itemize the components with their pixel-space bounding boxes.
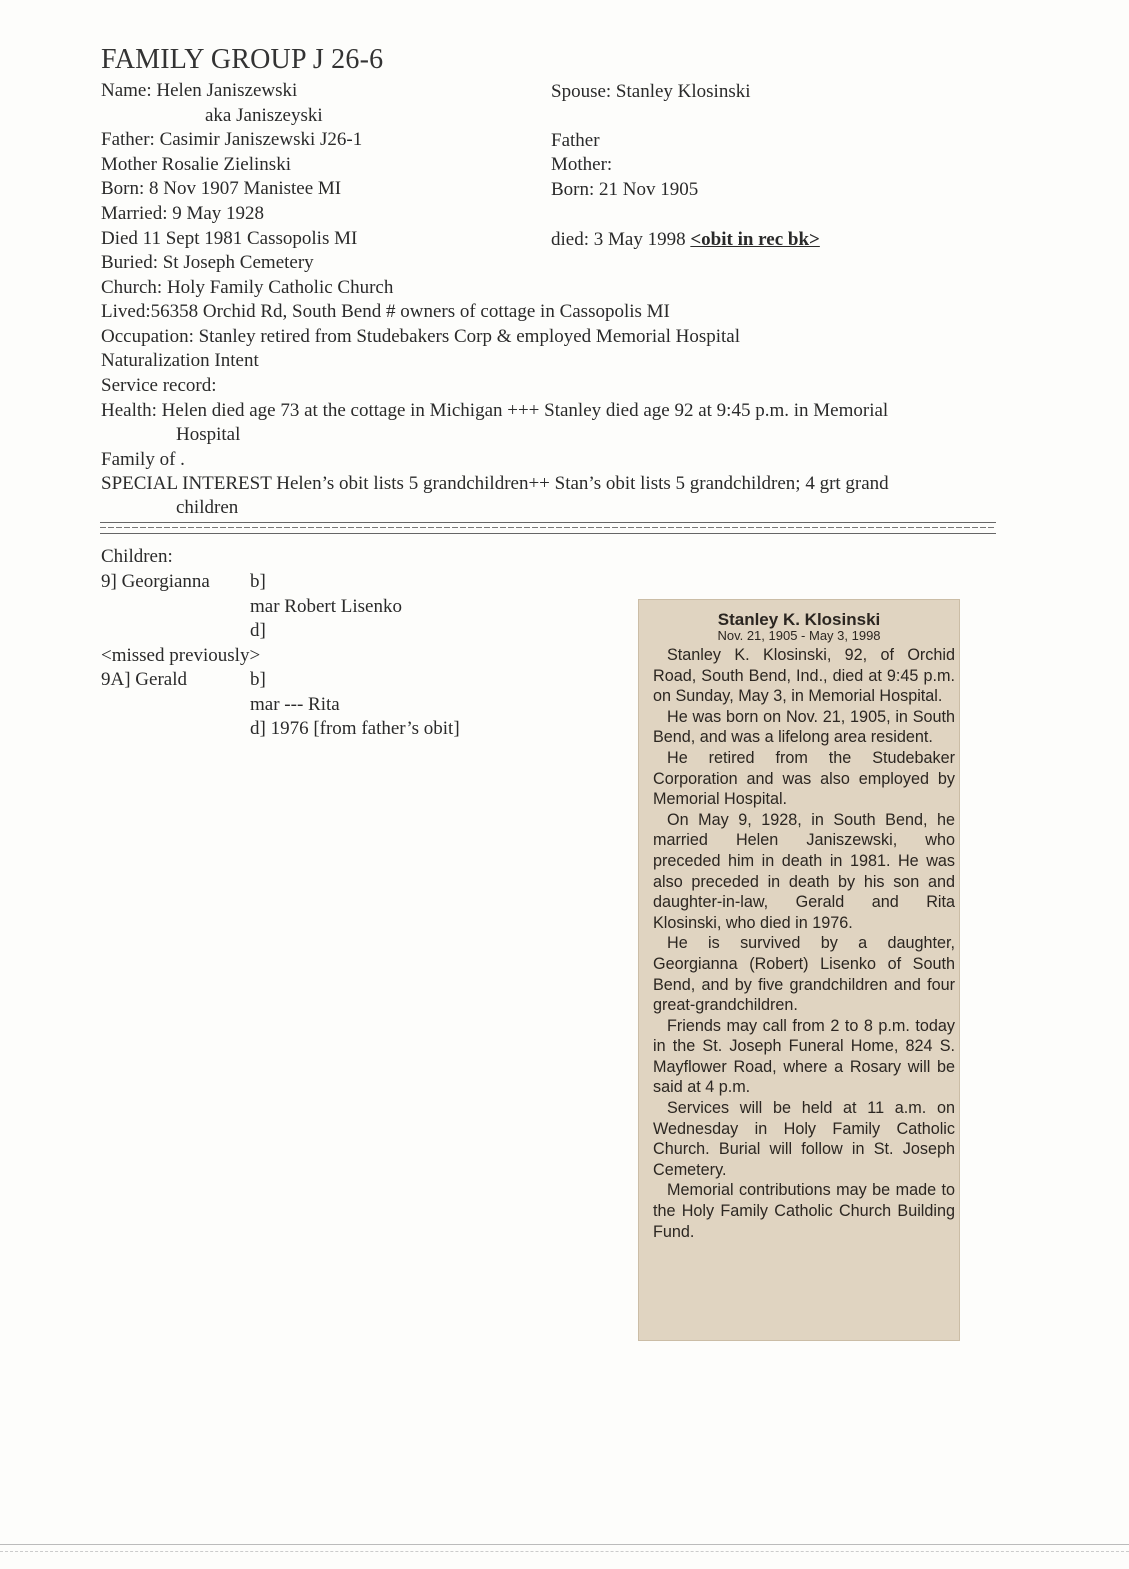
spouse-mother-field: Mother: <box>551 154 613 175</box>
naturalization-field: Naturalization Intent <box>101 350 259 371</box>
spouse-died-field <box>551 228 820 252</box>
buried-field: Buried: St Joseph Cemetery <box>101 252 314 273</box>
obituary-paragraph: He is survived by a daughter, Georgianna (Robert) Lisenko of South Bend, and by five grandchildren and four great-grandchildren. <box>653 934 955 1015</box>
church-field: Church: Holy Family Catholic Church <box>101 277 394 298</box>
married-field: Married: 9 May 1928 <box>101 203 265 224</box>
obituary-paragraph: Services will be held at 11 a.m. on Wednesday in Holy Family Catholic Church. Burial will follow in St. Joseph Cemetery. <box>653 1099 955 1179</box>
child-2-died: d] 1976 [from father’s obit] <box>250 718 460 739</box>
child-1-died: d] <box>250 620 266 641</box>
father-field: Father: Casimir Janiszewski J26-1 <box>101 129 363 150</box>
section-divider <box>100 522 996 534</box>
obituary-paragraph: Friends may call from 2 to 8 p.m. today in the St. Joseph Funeral Home, 824 S. Mayflower Road, where a Rosary will be said at 4 p.m. <box>653 1016 955 1097</box>
lived-field: Lived:56358 Orchid Rd, South Bend # owners of cottage in Cassopolis MI <box>101 301 670 322</box>
child-1-name: 9] Georgianna <box>101 571 210 592</box>
health-field: Health: Helen died age 73 at the cottage in Michigan +++ Stanley died age 92 at 9:45 p.m. in Memorial <box>101 400 889 421</box>
born-field: Born: 8 Nov 1907 Manistee MI <box>101 178 342 199</box>
obituary-paragraph: Memorial contributions may be made to the Holy Family Catholic Church Building Fund. <box>653 1181 955 1241</box>
health-field-continued: Hospital <box>176 424 241 445</box>
bottom-edge-rule <box>0 1544 1129 1552</box>
spouse-born-field: Born: 21 Nov 1905 <box>551 179 699 200</box>
child-1-born: b] <box>250 571 266 592</box>
obit-reference-link[interactable]: <obit in rec bk> <box>690 229 820 250</box>
spouse-father-field: Father <box>551 130 600 151</box>
mother-field: Mother Rosalie Zielinski <box>101 154 291 175</box>
obituary-paragraph: On May 9, 1928, in South Bend, he married Helen Janiszewski, who preceded him in death in 1981. He was also preceded in death by his son and daughter-in-law, Gerald and Rita Klosinski, who died in 1976. <box>653 810 955 932</box>
page-title: FAMILY GROUP J 26-6 <box>101 44 384 75</box>
service-record-field: Service record: <box>101 375 217 396</box>
special-interest-field: SPECIAL INTEREST Helen’s obit lists 5 grandchildren++ Stan’s obit lists 5 grandchildren; 4 grt grand <box>101 473 889 494</box>
child-2-name: 9A] Gerald <box>101 669 187 690</box>
child-1-married: mar Robert Lisenko <box>250 596 402 617</box>
obituary-paragraph: He was born on Nov. 21, 1905, in South Bend, and was a lifelong area resident. <box>653 707 955 747</box>
spouse-died-text: died: 3 May 1998 <box>551 229 691 250</box>
died-field: Died 11 Sept 1981 Cassopolis MI <box>101 228 358 249</box>
obituary-paragraph: He retired from the Studebaker Corporation and was also employed by Memorial Hospital. <box>653 748 955 809</box>
child-2-married: mar --- Rita <box>250 694 340 715</box>
spouse-field: Spouse: Stanley Klosinski <box>551 81 751 102</box>
obituary-paragraph: Stanley K. Klosinski, 92, of Orchid Road, South Bend, Ind., died at 9:45 p.m. on Sunday, May 3, in Memorial Hospital. <box>653 646 955 706</box>
children-label: Children: <box>101 546 173 567</box>
special-interest-continued: children <box>176 497 239 518</box>
missed-previously-note: <missed previously> <box>101 645 261 666</box>
obituary-headline: Stanley K. Klosinski <box>717 610 881 629</box>
obituary-dates: Nov. 21, 1905 - May 3, 1998 <box>717 628 881 643</box>
aka-field: aka Janiszeyski <box>205 105 323 126</box>
family-of-field: Family of . <box>101 449 185 470</box>
name-field: Name: Helen Janiszewski <box>101 80 298 101</box>
obituary-body <box>653 645 955 1242</box>
obituary-clipping <box>638 599 960 1341</box>
occupation-field: Occupation: Stanley retired from Studebakers Corp & employed Memorial Hospital <box>101 326 740 347</box>
child-2-born: b] <box>250 669 266 690</box>
